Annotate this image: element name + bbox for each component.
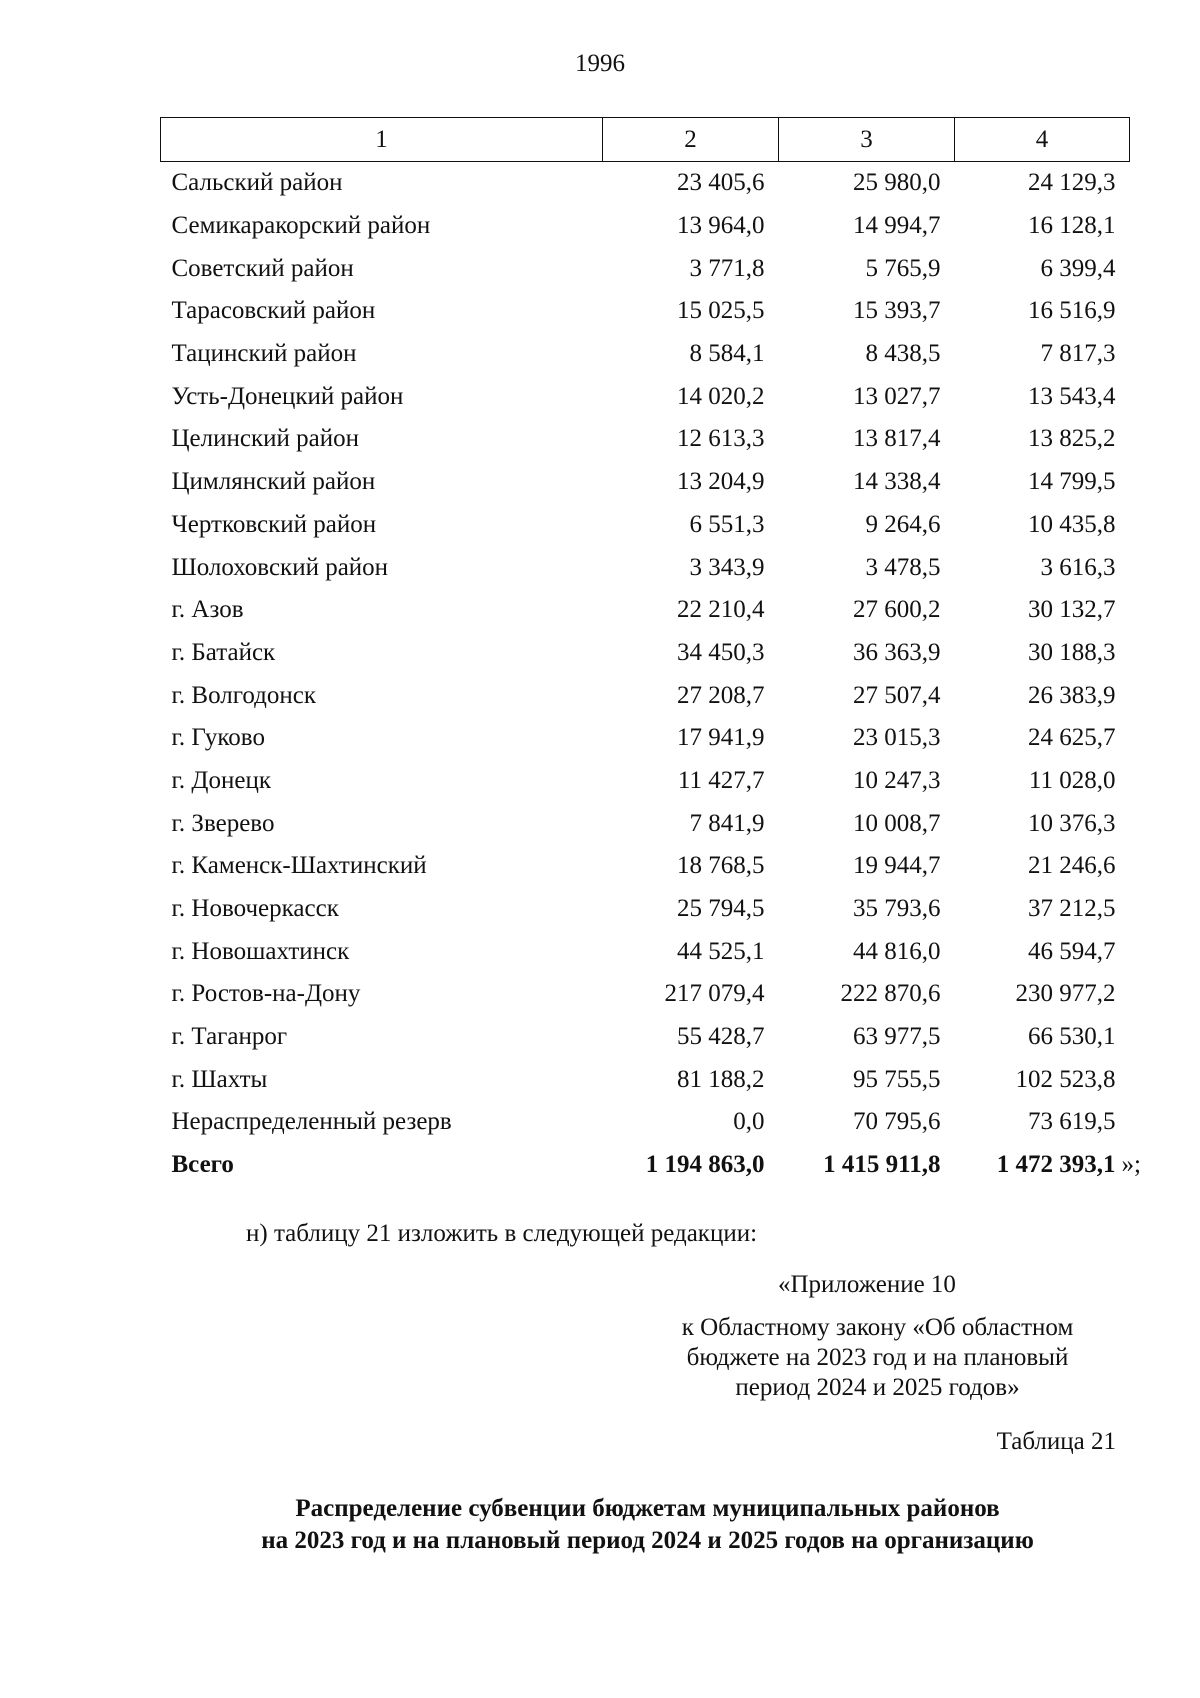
value-col-3: 63 977,5: [853, 1023, 941, 1051]
table-row: [161, 333, 1130, 376]
value-col-4: 16 516,9: [1028, 297, 1116, 325]
header-row: [161, 118, 1130, 162]
value-col-2: 23 405,6: [677, 169, 765, 197]
value-col-4: 26 383,9: [1028, 681, 1116, 709]
table-row: [161, 888, 1130, 931]
value-col-3: 44 816,0: [853, 937, 941, 965]
value-col-3: 23 015,3: [853, 724, 941, 752]
table-row: [161, 247, 1130, 290]
row-name: Тацинский район: [171, 340, 357, 368]
row-name: г. Новочеркасск: [171, 895, 339, 923]
value-col-2: 11 427,7: [677, 766, 765, 794]
value-col-4: 37 212,5: [1028, 895, 1116, 923]
table-header: [161, 118, 1130, 162]
table-row: [161, 632, 1130, 675]
total-col-2: 1 194 863,0: [645, 1151, 765, 1179]
appendix-reference: [600, 1313, 1155, 1403]
row-name: Нераспределенный резерв: [171, 1108, 452, 1136]
value-col-3: 27 507,4: [853, 681, 941, 709]
value-col-2: 6 551,3: [689, 510, 765, 538]
row-name: Советский район: [171, 254, 354, 282]
table-row: [161, 717, 1130, 760]
value-col-2: 25 794,5: [677, 895, 765, 923]
value-col-2: 8 584,1: [689, 340, 765, 368]
table-row: [161, 674, 1130, 717]
value-col-2: 34 450,3: [677, 638, 765, 666]
value-col-3: 19 944,7: [853, 852, 941, 880]
value-col-4: 3 616,3: [1040, 553, 1116, 581]
value-col-3: 3 478,5: [865, 553, 941, 581]
value-col-4: 11 028,0: [1028, 766, 1116, 794]
table-row: [161, 162, 1130, 205]
amendment-text: н) таблицу 21 изложить в следующей редакции:: [246, 1220, 758, 1247]
value-col-3: 10 008,7: [853, 809, 941, 837]
value-col-4: 66 530,1: [1028, 1023, 1116, 1051]
value-col-2: 13 964,0: [677, 212, 765, 240]
row-name: г. Таганрог: [171, 1023, 288, 1051]
table-row: [161, 760, 1130, 803]
value-col-4: 10 435,8: [1028, 510, 1116, 538]
table-row: [161, 418, 1130, 461]
value-col-3: 35 793,6: [853, 895, 941, 923]
column-header-3: 3: [779, 118, 955, 162]
row-name: Шолоховский район: [171, 553, 389, 581]
row-name: г. Шахты: [171, 1065, 268, 1093]
row-name: г. Гуково: [171, 724, 265, 752]
value-col-2: 7 841,9: [689, 809, 765, 837]
row-name: Сальский район: [171, 169, 343, 197]
value-col-3: 36 363,9: [853, 638, 941, 666]
value-col-2: 3 343,9: [689, 553, 765, 581]
row-name: г. Азов: [171, 596, 244, 624]
value-col-2: 0,0: [733, 1108, 765, 1136]
row-name: Чертковский район: [171, 510, 377, 538]
value-col-3: 9 264,6: [865, 510, 941, 538]
value-col-2: 44 525,1: [677, 937, 765, 965]
value-col-3: 8 438,5: [865, 340, 941, 368]
value-col-4: 16 128,1: [1028, 212, 1116, 240]
value-col-3: 95 755,5: [853, 1065, 941, 1093]
budget-table: [160, 117, 1141, 1187]
section-heading: [0, 1493, 1200, 1557]
row-name: г. Волгодонск: [171, 681, 317, 709]
table-row: [161, 546, 1130, 589]
row-name: г. Батайск: [171, 638, 276, 666]
value-col-4: 13 543,4: [1028, 382, 1116, 410]
appendix-ref-line: к Областному закону «Об областном: [681, 1314, 1074, 1341]
value-col-2: 12 613,3: [677, 425, 765, 453]
table-row: [161, 504, 1130, 547]
value-col-3: 10 247,3: [853, 766, 941, 794]
table-row: [161, 1058, 1130, 1101]
value-col-3: 13 027,7: [853, 382, 941, 410]
table-row: [161, 290, 1130, 333]
total-label: Всего: [171, 1151, 234, 1179]
value-col-3: 13 817,4: [853, 425, 941, 453]
table-row: [161, 845, 1130, 888]
value-col-4: 73 619,5: [1028, 1108, 1116, 1136]
value-col-4: 10 376,3: [1028, 809, 1116, 837]
value-col-2: 17 941,9: [677, 724, 765, 752]
table-row: [161, 205, 1130, 248]
value-col-4: 14 799,5: [1028, 468, 1116, 496]
value-col-3: 25 980,0: [853, 169, 941, 197]
total-row: [161, 1144, 1130, 1187]
value-col-2: 27 208,7: [677, 681, 765, 709]
value-col-2: 81 188,2: [677, 1065, 765, 1093]
value-col-3: 14 338,4: [853, 468, 941, 496]
table-row: [161, 802, 1130, 845]
row-name: Семикаракорский район: [171, 212, 431, 240]
total-col-4: 1 472 393,1: [996, 1151, 1116, 1179]
value-col-4: 30 132,7: [1028, 596, 1116, 624]
column-header-1: 1: [161, 118, 603, 162]
table-label: Таблица 21: [996, 1428, 1116, 1455]
appendix-title: «Приложение 10: [778, 1271, 956, 1298]
value-col-2: 18 768,5: [677, 852, 765, 880]
value-col-3: 70 795,6: [853, 1108, 941, 1136]
row-name: Тарасовский район: [171, 297, 376, 325]
table-row: [161, 930, 1130, 973]
total-col-3: 1 415 911,8: [823, 1151, 941, 1179]
table-row: [161, 1101, 1130, 1144]
row-name: г. Новошахтинск: [171, 937, 350, 965]
value-col-2: 22 210,4: [677, 596, 765, 624]
column-header-4: 4: [955, 118, 1130, 162]
table-row: [161, 973, 1130, 1016]
value-col-4: 21 246,6: [1028, 852, 1116, 880]
value-col-4: 24 129,3: [1028, 169, 1116, 197]
value-col-4: 230 977,2: [1015, 980, 1116, 1008]
heading-line: на 2023 год и на плановый период 2024 и 2025 годов на организацию: [261, 1527, 1034, 1554]
value-col-4: 24 625,7: [1028, 724, 1116, 752]
row-name: Цимлянский район: [171, 468, 376, 496]
heading-line: Распределение субвенции бюджетам муниципальных районов: [295, 1495, 1000, 1522]
appendix-ref-line: период 2024 и 2025 годов»: [735, 1374, 1020, 1401]
closing-quote: »;: [1121, 1151, 1141, 1179]
row-name: Усть-Донецкий район: [171, 382, 404, 410]
table-row: [161, 589, 1130, 632]
value-col-3: 222 870,6: [840, 980, 941, 1008]
value-col-3: 14 994,7: [853, 212, 941, 240]
value-col-2: 15 025,5: [677, 297, 765, 325]
total-col-4-cell: [955, 1144, 1141, 1187]
value-col-4: 46 594,7: [1028, 937, 1116, 965]
table-row: [161, 375, 1130, 418]
value-col-2: 13 204,9: [677, 468, 765, 496]
table-row: [161, 461, 1130, 504]
value-col-3: 15 393,7: [853, 297, 941, 325]
column-header-2: 2: [603, 118, 779, 162]
value-col-2: 3 771,8: [689, 254, 765, 282]
value-col-3: 27 600,2: [853, 596, 941, 624]
value-col-4: 7 817,3: [1040, 340, 1116, 368]
row-name: г. Донецк: [171, 766, 271, 794]
table-body: [161, 162, 1141, 1187]
appendix-ref-line: бюджете на 2023 год и на плановый: [686, 1344, 1069, 1371]
row-name: Целинский район: [171, 425, 359, 453]
row-name: г. Каменск-Шахтинский: [171, 852, 427, 880]
page-number: 1996: [575, 50, 625, 77]
value-col-2: 55 428,7: [677, 1023, 765, 1051]
value-col-4: 30 188,3: [1028, 638, 1116, 666]
value-col-4: 13 825,2: [1028, 425, 1116, 453]
table-row: [161, 1016, 1130, 1059]
value-col-4: 6 399,4: [1040, 254, 1116, 282]
row-name: г. Ростов-на-Дону: [171, 980, 361, 1008]
value-col-2: 217 079,4: [664, 980, 765, 1008]
value-col-2: 14 020,2: [677, 382, 765, 410]
value-col-3: 5 765,9: [865, 254, 941, 282]
value-col-4: 102 523,8: [1015, 1065, 1116, 1093]
row-name: г. Зверево: [171, 809, 275, 837]
